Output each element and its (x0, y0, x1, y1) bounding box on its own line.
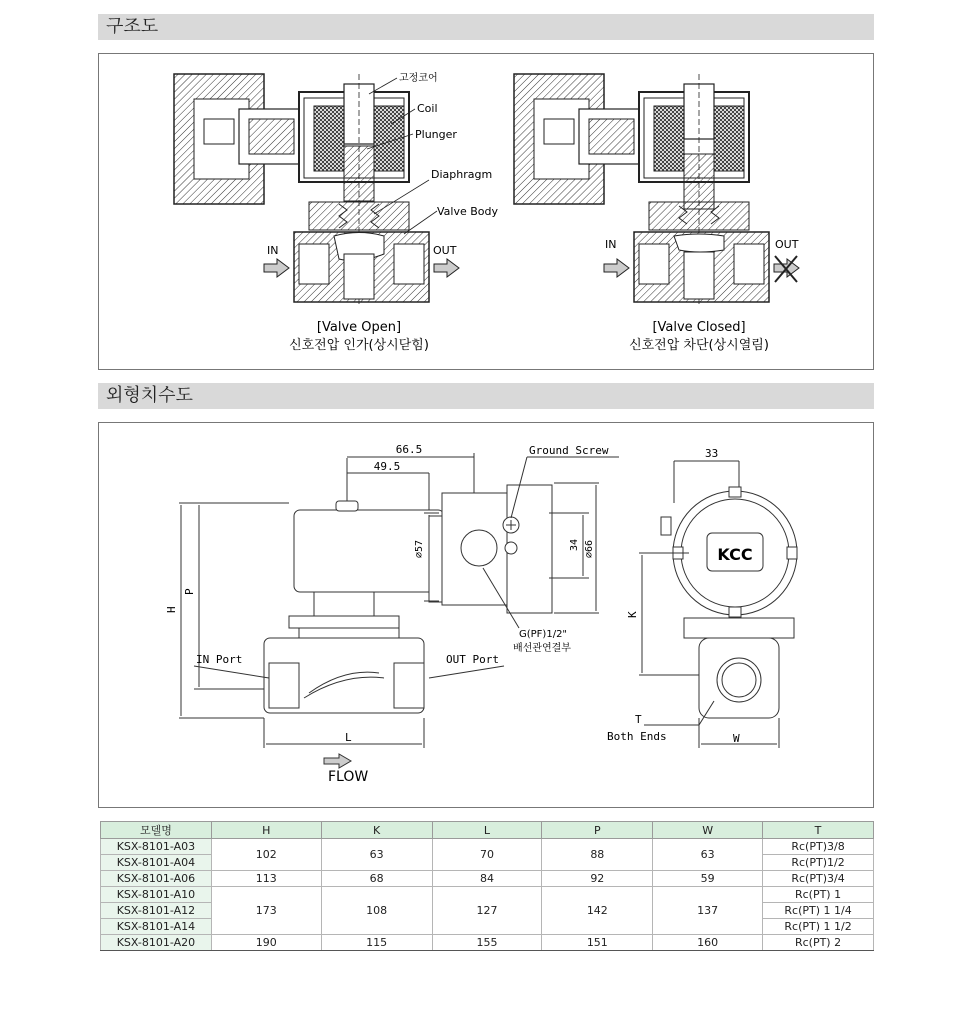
model-cell: KSX-8101-A20 (101, 935, 212, 951)
caption-closed-2: 신호전압 차단(상시열림) (629, 338, 769, 353)
k-cell: 108 (321, 887, 432, 935)
front-view-drawing (179, 453, 619, 748)
l-cell: 155 (432, 935, 542, 951)
both-ends-label: Both Ends (607, 730, 667, 743)
dim-49-5: 49.5 (373, 460, 401, 473)
t-cell: Rc(PT) 1 1/2 (763, 919, 874, 935)
dimension-diagram (99, 423, 873, 807)
dimension-section-title: 외형치수도 (98, 383, 874, 409)
table-row (101, 887, 874, 903)
table-row (101, 871, 874, 887)
g-port-label: G(PF)1/2" (519, 629, 568, 640)
header-h: H (211, 822, 321, 839)
h-cell: 173 (211, 887, 321, 935)
w-cell: 63 (653, 839, 763, 871)
header-l: L (432, 822, 542, 839)
caption-closed-1: [Valve Closed] (652, 320, 746, 335)
conduit-label: 배선관연결부 (513, 643, 571, 654)
label-in-closed: IN (605, 238, 617, 251)
p-cell: 92 (542, 871, 653, 887)
p-cell: 88 (542, 839, 653, 871)
model-cell: KSX-8101-A14 (101, 919, 212, 935)
header-t: T (763, 822, 874, 839)
dim-p: P (183, 588, 196, 595)
t-cell: Rc(PT)1/2 (763, 855, 874, 871)
dim-33: 33 (705, 447, 719, 460)
model-cell: KSX-8101-A06 (101, 871, 212, 887)
p-cell: 151 (542, 935, 653, 951)
header-k: K (321, 822, 432, 839)
label-out-closed: OUT (775, 238, 799, 251)
dim-k: K (626, 611, 639, 618)
caption-open-1: [Valve Open] (316, 320, 402, 335)
label-core: 고정코어 (399, 73, 438, 84)
l-cell: 127 (432, 887, 542, 935)
structure-diagram (99, 54, 873, 369)
out-port-label: OUT Port (446, 653, 499, 666)
header-w: W (653, 822, 763, 839)
in-port-label: IN Port (196, 653, 243, 666)
t-cell: Rc(PT) 1 (763, 887, 874, 903)
h-cell: 113 (211, 871, 321, 887)
table-row (101, 935, 874, 951)
label-diaphragm: Diaphragm (431, 168, 493, 181)
dim-66-5: 66.5 (395, 443, 423, 456)
k-cell: 68 (321, 871, 432, 887)
k-cell: 63 (321, 839, 432, 871)
label-coil: Coil (417, 102, 438, 115)
h-cell: 102 (211, 839, 321, 871)
t-cell: Rc(PT) 2 (763, 935, 874, 951)
l-cell: 84 (432, 871, 542, 887)
label-out-open: OUT (433, 244, 457, 257)
dim-34: 34 (569, 538, 580, 551)
l-cell: 70 (432, 839, 542, 871)
caption-open-2: 신호전압 인가(상시닫힘) (289, 338, 429, 353)
dim-w: W (733, 732, 740, 745)
header-p: P (542, 822, 653, 839)
header-model: 모델명 (101, 822, 212, 839)
dim-phi66: ⌀66 (584, 539, 595, 558)
side-view-drawing (639, 461, 797, 748)
t-cell: Rc(PT) 1 1/4 (763, 903, 874, 919)
w-cell: 59 (653, 871, 763, 887)
label-valve-body: Valve Body (437, 205, 499, 218)
ground-screw-label: Ground Screw (529, 444, 609, 457)
model-cell: KSX-8101-A10 (101, 887, 212, 903)
flow-arrow-icon (324, 754, 351, 768)
table-row (101, 839, 874, 855)
label-plunger: Plunger (415, 128, 457, 141)
k-cell: 115 (321, 935, 432, 951)
spec-table (100, 821, 874, 951)
structure-section-title: 구조도 (98, 14, 874, 40)
model-cell: KSX-8101-A12 (101, 903, 212, 919)
dimension-panel (98, 422, 874, 808)
dim-h: H (165, 606, 178, 613)
h-cell: 190 (211, 935, 321, 951)
t-cell: Rc(PT)3/8 (763, 839, 874, 855)
t-cell: Rc(PT)3/4 (763, 871, 874, 887)
w-cell: 137 (653, 887, 763, 935)
table-header-row (101, 822, 874, 839)
model-cell: KSX-8101-A03 (101, 839, 212, 855)
p-cell: 142 (542, 887, 653, 935)
model-cell: KSX-8101-A04 (101, 855, 212, 871)
label-in-open: IN (267, 244, 279, 257)
flow-label: FLOW (328, 769, 369, 785)
w-cell: 160 (653, 935, 763, 951)
valve-closed-drawing (514, 74, 799, 304)
structure-panel (98, 53, 874, 370)
dim-phi57: ⌀57 (414, 539, 425, 558)
dim-t: T (635, 713, 642, 726)
dim-l: L (345, 731, 352, 744)
kcc-logo: KCC (717, 545, 753, 564)
